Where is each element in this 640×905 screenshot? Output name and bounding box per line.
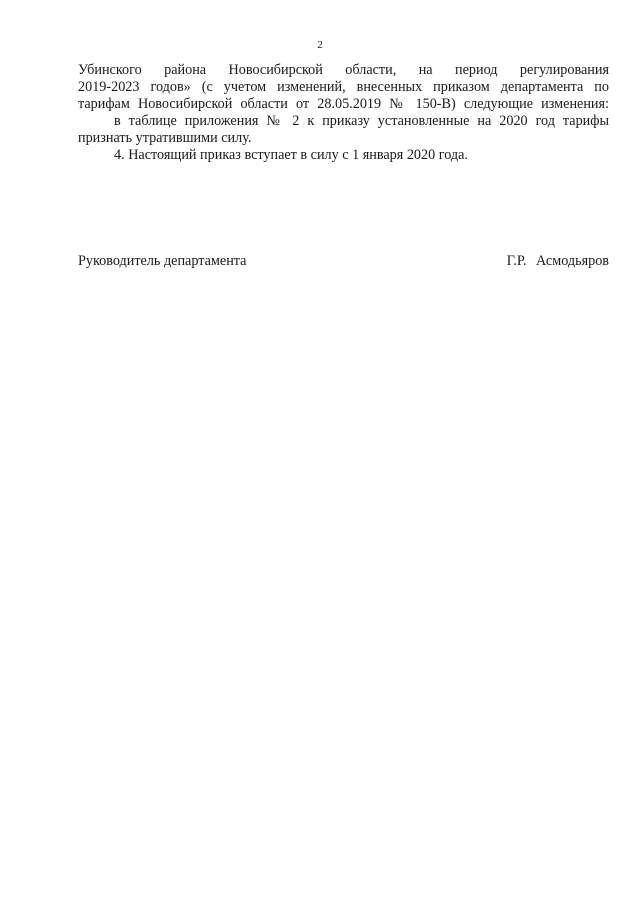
body-line-4: в таблице приложения № 2 к приказу установленные на 2020 год тарифы	[114, 113, 609, 129]
document-body	[78, 62, 609, 164]
body-line-3: тарифам Новосибирской области от 28.05.2019 № 150-В) следующие изменения:	[78, 96, 609, 112]
signature-block	[78, 253, 609, 270]
page-number: 2	[317, 39, 323, 51]
body-line-6: 4. Настоящий приказ вступает в силу с 1 января 2020 года.	[114, 147, 468, 163]
signature-position: Руководитель департамента	[78, 253, 247, 269]
body-line-1: Убинского района Новосибирской области, на период регулирования	[78, 62, 609, 78]
body-line-2: 2019-2023 годов» (с учетом изменений, внесенных приказом департамента по	[78, 79, 609, 95]
body-line-5: признать утратившими силу.	[78, 130, 252, 146]
signature-name: Г.Р. Асмодьяров	[506, 253, 609, 269]
